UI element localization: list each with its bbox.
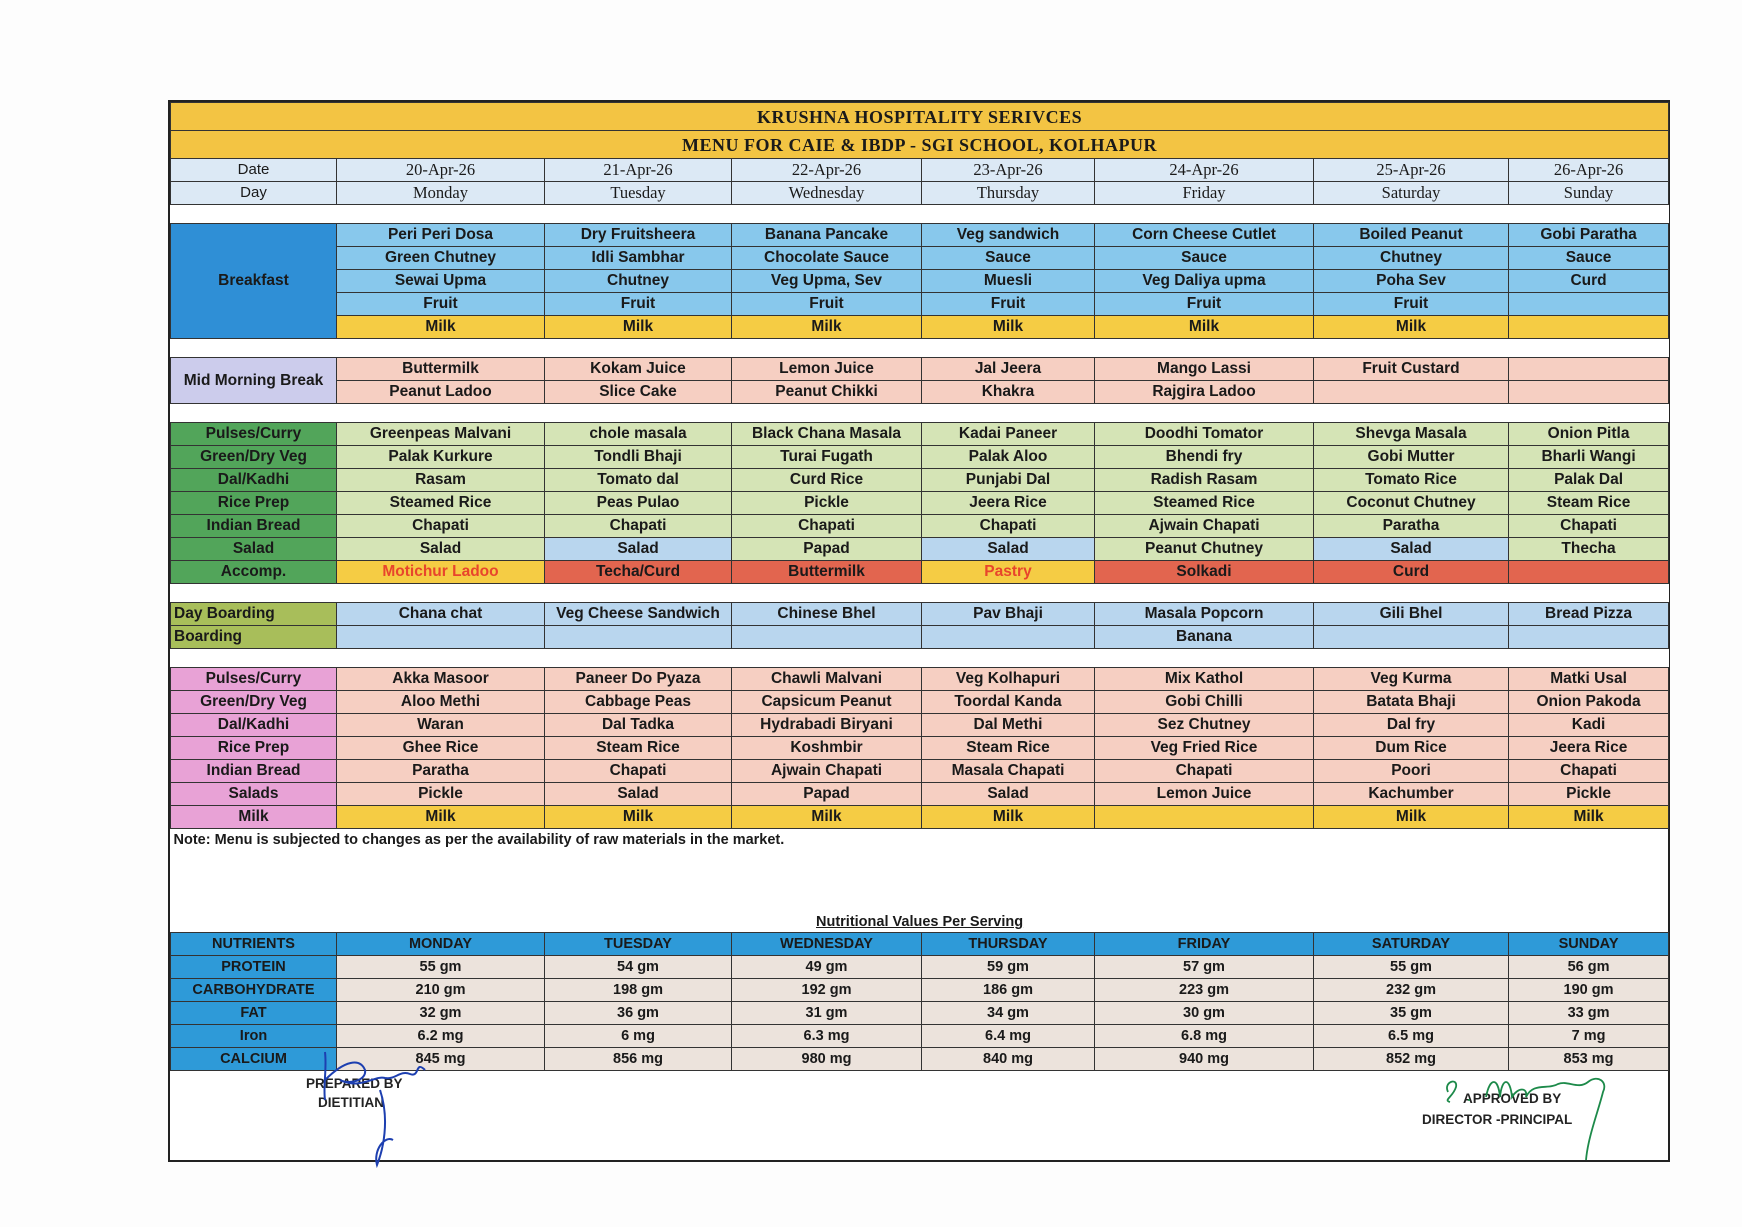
breakfast-item: Corn Cheese Cutlet <box>1095 224 1314 247</box>
dinner-item <box>1095 806 1314 829</box>
snack-item: Banana <box>1095 626 1314 649</box>
nutrient-value: 54 gm <box>545 956 732 979</box>
lunch-row <box>171 446 1669 469</box>
lunch-item: Steamed Rice <box>1095 492 1314 515</box>
mid-morning-item <box>1509 358 1669 381</box>
lunch-row <box>171 492 1669 515</box>
dinner-item: Onion Pakoda <box>1509 691 1669 714</box>
dinner-item: Dal fry <box>1314 714 1509 737</box>
breakfast-item: Fruit <box>545 293 732 316</box>
spacer-row <box>171 339 1669 358</box>
dinner-item: Chapati <box>1095 760 1314 783</box>
day-cell: Monday <box>337 182 545 205</box>
nutrient-value: 940 mg <box>1095 1048 1314 1071</box>
dinner-item: Steam Rice <box>545 737 732 760</box>
dinner-item: Salad <box>922 783 1095 806</box>
mid-morning-row <box>171 358 1669 381</box>
lunch-item: Chapati <box>545 515 732 538</box>
dinner-item: Pickle <box>1509 783 1669 806</box>
dinner-row <box>171 714 1669 737</box>
snack-item: Masala Popcorn <box>1095 603 1314 626</box>
nutrition-row <box>171 979 1669 1002</box>
breakfast-item: Fruit <box>732 293 922 316</box>
nutrient-value: 192 gm <box>732 979 922 1002</box>
breakfast-item: Dry Fruitsheera <box>545 224 732 247</box>
day-label: Day <box>171 182 337 205</box>
date-cell: 22-Apr-26 <box>732 159 922 182</box>
lunch-item: Steamed Rice <box>337 492 545 515</box>
day-row <box>171 182 1669 205</box>
nutrient-value: 186 gm <box>922 979 1095 1002</box>
breakfast-row <box>171 316 1669 339</box>
menu-title: MENU FOR CAIE & IBDP - SGI SCHOOL, KOLHAPUR <box>171 131 1669 159</box>
spacer-cell <box>171 649 1669 668</box>
breakfast-item: Sauce <box>922 247 1095 270</box>
breakfast-item: Milk <box>922 316 1095 339</box>
nutrient-value: 845 mg <box>337 1048 545 1071</box>
breakfast-item: Chutney <box>545 270 732 293</box>
lunch-item: Salad <box>922 538 1095 561</box>
nutrient-value: 7 mg <box>1509 1025 1669 1048</box>
breakfast-item <box>1509 316 1669 339</box>
nutrient-value: 210 gm <box>337 979 545 1002</box>
lunch-label-dal-kadhi: Dal/Kadhi <box>171 469 337 492</box>
lunch-item: Pastry <box>922 561 1095 584</box>
prepared-by-line: PREPARED BY <box>306 1076 403 1091</box>
dinner-item: Paratha <box>337 760 545 783</box>
breakfast-item: Veg sandwich <box>922 224 1095 247</box>
nutrient-value: 6.8 mg <box>1095 1025 1314 1048</box>
nutrient-value: 190 gm <box>1509 979 1669 1002</box>
breakfast-row <box>171 270 1669 293</box>
breakfast-item: Milk <box>732 316 922 339</box>
breakfast-item: Sauce <box>1509 247 1669 270</box>
dinner-item: Aloo Methi <box>337 691 545 714</box>
dinner-label-rice-prep: Rice Prep <box>171 737 337 760</box>
date-row <box>171 159 1669 182</box>
dinner-item: Matki Usal <box>1509 668 1669 691</box>
dinner-item: Capsicum Peanut <box>732 691 922 714</box>
lunch-item: Ajwain Chapati <box>1095 515 1314 538</box>
date-cell: 26-Apr-26 <box>1509 159 1669 182</box>
menu-sheet <box>168 100 1670 1162</box>
dinner-item: Milk <box>1314 806 1509 829</box>
dinner-item: Mix Kathol <box>1095 668 1314 691</box>
date-cell: 25-Apr-26 <box>1314 159 1509 182</box>
dinner-item: Sez Chutney <box>1095 714 1314 737</box>
dinner-item: Toordal Kanda <box>922 691 1095 714</box>
lunch-item: Techa/Curd <box>545 561 732 584</box>
nutrient-value: 840 mg <box>922 1048 1095 1071</box>
lunch-item: Chapati <box>1509 515 1669 538</box>
dinner-item: Veg Kolhapuri <box>922 668 1095 691</box>
menu-table <box>170 102 1669 851</box>
lunch-item: Tomato dal <box>545 469 732 492</box>
breakfast-item: Milk <box>1314 316 1509 339</box>
nutrient-value: 35 gm <box>1314 1002 1509 1025</box>
breakfast-item: Fruit <box>922 293 1095 316</box>
lunch-row <box>171 469 1669 492</box>
day-cell: Tuesday <box>545 182 732 205</box>
nutrient-value: 34 gm <box>922 1002 1095 1025</box>
mid-morning-item <box>1314 381 1509 404</box>
snack-label-day-boarding: Day Boarding <box>171 603 337 626</box>
approved-by-line: APPROVED BY <box>1462 1091 1562 1106</box>
nutrition-title: Nutritional Values Per Serving <box>816 914 1024 930</box>
dinner-item: Ajwain Chapati <box>732 760 922 783</box>
lunch-item: Salad <box>545 538 732 561</box>
snack-item: Chinese Bhel <box>732 603 922 626</box>
nutrient-value: 852 mg <box>1314 1048 1509 1071</box>
lunch-item: Black Chana Masala <box>732 423 922 446</box>
nutrient-value: 55 gm <box>337 956 545 979</box>
lunch-item: Thecha <box>1509 538 1669 561</box>
breakfast-item: Chutney <box>1314 247 1509 270</box>
lunch-item: Bhendi fry <box>1095 446 1314 469</box>
lunch-item: Radish Rasam <box>1095 469 1314 492</box>
lunch-item: Greenpeas Malvani <box>337 423 545 446</box>
nutrient-value: 6.2 mg <box>337 1025 545 1048</box>
mid-morning-item: Peanut Chikki <box>732 381 922 404</box>
company-title: KRUSHNA HOSPITALITY SERIVCES <box>171 103 1669 131</box>
dinner-item: Veg Fried Rice <box>1095 737 1314 760</box>
lunch-row <box>171 561 1669 584</box>
lunch-item: Papad <box>732 538 922 561</box>
breakfast-item: Milk <box>545 316 732 339</box>
spacer-cell <box>171 205 1669 224</box>
dinner-item: Hydrabadi Biryani <box>732 714 922 737</box>
dinner-row <box>171 691 1669 714</box>
breakfast-row <box>171 224 1669 247</box>
dinner-item: Chawli Malvani <box>732 668 922 691</box>
lunch-label-green-dry-veg: Green/Dry Veg <box>171 446 337 469</box>
nutrition-day-header: WEDNESDAY <box>732 933 922 956</box>
lunch-item: Tondli Bhaji <box>545 446 732 469</box>
lunch-label-accomp: Accomp. <box>171 561 337 584</box>
nutrient-value: 856 mg <box>545 1048 732 1071</box>
breakfast-item: Sauce <box>1095 247 1314 270</box>
lunch-item: Steam Rice <box>1509 492 1669 515</box>
lunch-item: Pickle <box>732 492 922 515</box>
breakfast-item: Milk <box>337 316 545 339</box>
lunch-label-pulses-curry: Pulses/Curry <box>171 423 337 446</box>
lunch-item: Curd Rice <box>732 469 922 492</box>
dinner-item: Poori <box>1314 760 1509 783</box>
lunch-item: Salad <box>1314 538 1509 561</box>
lunch-item: Buttermilk <box>732 561 922 584</box>
day-cell: Sunday <box>1509 182 1669 205</box>
nutrition-row <box>171 956 1669 979</box>
snack-item: Pav Bhaji <box>922 603 1095 626</box>
mid-morning-item: Peanut Ladoo <box>337 381 545 404</box>
lunch-item: Peanut Chutney <box>1095 538 1314 561</box>
lunch-item: Chapati <box>337 515 545 538</box>
snack-item <box>545 626 732 649</box>
dinner-row <box>171 806 1669 829</box>
breakfast-item: Muesli <box>922 270 1095 293</box>
breakfast-item: Poha Sev <box>1314 270 1509 293</box>
dinner-item: Pickle <box>337 783 545 806</box>
dinner-label-indian-bread: Indian Bread <box>171 760 337 783</box>
snack-item: Bread Pizza <box>1509 603 1669 626</box>
mid-morning-item: Mango Lassi <box>1095 358 1314 381</box>
dinner-item: Ghee Rice <box>337 737 545 760</box>
nutrient-value: 232 gm <box>1314 979 1509 1002</box>
nutrients-header: NUTRIENTS <box>171 933 337 956</box>
breakfast-item: Idli Sambhar <box>545 247 732 270</box>
director-line: DIRECTOR -PRINCIPAL <box>1422 1112 1573 1127</box>
lunch-item: Salad <box>337 538 545 561</box>
dinner-label-pulses-curry: Pulses/Curry <box>171 668 337 691</box>
spacer-row <box>171 584 1669 603</box>
mid-morning-item: Lemon Juice <box>732 358 922 381</box>
dinner-item: Kachumber <box>1314 783 1509 806</box>
dinner-item: Kadi <box>1509 714 1669 737</box>
dinner-item: Paneer Do Pyaza <box>545 668 732 691</box>
snack-row <box>171 626 1669 649</box>
nutrient-name: CALCIUM <box>171 1048 337 1071</box>
dinner-row <box>171 668 1669 691</box>
snack-item <box>1509 626 1669 649</box>
lunch-item: Palak Aloo <box>922 446 1095 469</box>
nutrient-value: 55 gm <box>1314 956 1509 979</box>
snack-item: Veg Cheese Sandwich <box>545 603 732 626</box>
principal-signature <box>1438 1062 1638 1162</box>
dinner-row <box>171 783 1669 806</box>
nutrient-name: Iron <box>171 1025 337 1048</box>
nutrient-value: 6.3 mg <box>732 1025 922 1048</box>
dinner-item: Gobi Chilli <box>1095 691 1314 714</box>
nutrient-value: 6.4 mg <box>922 1025 1095 1048</box>
nutrient-value: 31 gm <box>732 1002 922 1025</box>
mid-morning-item: Kokam Juice <box>545 358 732 381</box>
nutrition-row <box>171 1002 1669 1025</box>
nutrition-day-header: SATURDAY <box>1314 933 1509 956</box>
breakfast-item: Chocolate Sauce <box>732 247 922 270</box>
mid-morning-item: Fruit Custard <box>1314 358 1509 381</box>
date-cell: 21-Apr-26 <box>545 159 732 182</box>
snack-item: Chana chat <box>337 603 545 626</box>
breakfast-item: Banana Pancake <box>732 224 922 247</box>
breakfast-item: Fruit <box>1095 293 1314 316</box>
nutrient-value: 49 gm <box>732 956 922 979</box>
breakfast-item: Veg Daliya upma <box>1095 270 1314 293</box>
dinner-item: Dal Tadka <box>545 714 732 737</box>
lunch-item: Rasam <box>337 469 545 492</box>
breakfast-item: Veg Upma, Sev <box>732 270 922 293</box>
lunch-item: Palak Dal <box>1509 469 1669 492</box>
mid-morning-row <box>171 381 1669 404</box>
lunch-item: Curd <box>1314 561 1509 584</box>
nutrition-header-row <box>171 933 1669 956</box>
lunch-item: chole masala <box>545 423 732 446</box>
breakfast-item: Peri Peri Dosa <box>337 224 545 247</box>
mid-morning-item: Slice Cake <box>545 381 732 404</box>
lunch-item: Gobi Mutter <box>1314 446 1509 469</box>
date-label: Date <box>171 159 337 182</box>
dinner-item: Veg Kurma <box>1314 668 1509 691</box>
snack-row <box>171 603 1669 626</box>
dinner-item: Milk <box>1509 806 1669 829</box>
mid-morning-item: Jal Jeera <box>922 358 1095 381</box>
dinner-item: Chapati <box>545 760 732 783</box>
spacer-row <box>171 205 1669 224</box>
snack-label-boarding: Boarding <box>171 626 337 649</box>
day-cell: Thursday <box>922 182 1095 205</box>
lunch-label-rice-prep: Rice Prep <box>171 492 337 515</box>
lunch-item: Tomato Rice <box>1314 469 1509 492</box>
lunch-item: Solkadi <box>1095 561 1314 584</box>
nutrient-name: PROTEIN <box>171 956 337 979</box>
lunch-item: Kadai Paneer <box>922 423 1095 446</box>
date-cell: 23-Apr-26 <box>922 159 1095 182</box>
snack-item <box>337 626 545 649</box>
lunch-item <box>1509 561 1669 584</box>
dinner-item: Lemon Juice <box>1095 783 1314 806</box>
dinner-row <box>171 760 1669 783</box>
nutrient-value: 32 gm <box>337 1002 545 1025</box>
lunch-label-indian-bread: Indian Bread <box>171 515 337 538</box>
nutrient-value: 33 gm <box>1509 1002 1669 1025</box>
breakfast-row <box>171 293 1669 316</box>
day-cell: Friday <box>1095 182 1314 205</box>
dinner-item: Koshmbir <box>732 737 922 760</box>
nutrient-value: 853 mg <box>1509 1048 1669 1071</box>
lunch-row <box>171 515 1669 538</box>
mid-morning-label: Mid Morning Break <box>171 358 337 404</box>
dinner-row <box>171 737 1669 760</box>
breakfast-item <box>1509 293 1669 316</box>
dinner-item: Milk <box>337 806 545 829</box>
dinner-item: Waran <box>337 714 545 737</box>
spacer-cell <box>171 584 1669 603</box>
dinner-item: Salad <box>545 783 732 806</box>
dinner-item: Akka Masoor <box>337 668 545 691</box>
breakfast-item: Boiled Peanut <box>1314 224 1509 247</box>
date-cell: 20-Apr-26 <box>337 159 545 182</box>
mid-morning-item: Khakra <box>922 381 1095 404</box>
nutrient-value: 6.5 mg <box>1314 1025 1509 1048</box>
lunch-label-salad: Salad <box>171 538 337 561</box>
spacer-cell <box>171 339 1669 358</box>
nutrient-value: 36 gm <box>545 1002 732 1025</box>
spacer-cell <box>171 404 1669 423</box>
dinner-item: Steam Rice <box>922 737 1095 760</box>
dinner-label-salads: Salads <box>171 783 337 806</box>
nutrient-value: 980 mg <box>732 1048 922 1071</box>
nutrient-value: 198 gm <box>545 979 732 1002</box>
dinner-item: Masala Chapati <box>922 760 1095 783</box>
breakfast-item: Fruit <box>1314 293 1509 316</box>
lunch-item: Peas Pulao <box>545 492 732 515</box>
breakfast-item: Fruit <box>337 293 545 316</box>
nutrition-day-header: SUNDAY <box>1509 933 1669 956</box>
lunch-item: Chapati <box>922 515 1095 538</box>
nutrient-name: FAT <box>171 1002 337 1025</box>
menu-note: Note: Menu is subjected to changes as per the availability of raw materials in the market. <box>173 832 785 848</box>
lunch-item: Bharli Wangi <box>1509 446 1669 469</box>
dinner-item: Jeera Rice <box>1509 737 1669 760</box>
breakfast-item: Sewai Upma <box>337 270 545 293</box>
lunch-item: Paratha <box>1314 515 1509 538</box>
nutrition-day-header: TUESDAY <box>545 933 732 956</box>
dinner-item: Dum Rice <box>1314 737 1509 760</box>
breakfast-item: Green Chutney <box>337 247 545 270</box>
lunch-item: Shevga Masala <box>1314 423 1509 446</box>
nutrient-value: 56 gm <box>1509 956 1669 979</box>
lunch-row <box>171 538 1669 561</box>
nutrient-value: 30 gm <box>1095 1002 1314 1025</box>
spacer-row <box>171 649 1669 668</box>
note-row <box>171 829 1669 852</box>
dinner-item: Milk <box>545 806 732 829</box>
lunch-item: Coconut Chutney <box>1314 492 1509 515</box>
dietitian-signature <box>305 1040 455 1170</box>
dinner-label-dal-kadhi: Dal/Kadhi <box>171 714 337 737</box>
mid-morning-item <box>1509 381 1669 404</box>
nutrition-day-header: MONDAY <box>337 933 545 956</box>
spacer-row <box>171 404 1669 423</box>
nutrient-value: 6 mg <box>545 1025 732 1048</box>
mid-morning-item: Buttermilk <box>337 358 545 381</box>
nutrition-day-header: FRIDAY <box>1095 933 1314 956</box>
snack-item: Gili Bhel <box>1314 603 1509 626</box>
breakfast-item: Milk <box>1095 316 1314 339</box>
snack-item <box>922 626 1095 649</box>
lunch-item: Jeera Rice <box>922 492 1095 515</box>
dinner-label-milk: Milk <box>171 806 337 829</box>
dietitian-line: DIETITIAN <box>318 1095 384 1110</box>
snack-item <box>1314 626 1509 649</box>
lunch-item: Onion Pitla <box>1509 423 1669 446</box>
day-cell: Saturday <box>1314 182 1509 205</box>
lunch-item: Punjabi Dal <box>922 469 1095 492</box>
dinner-item: Cabbage Peas <box>545 691 732 714</box>
nutrient-value: 57 gm <box>1095 956 1314 979</box>
lunch-item: Motichur Ladoo <box>337 561 545 584</box>
nutrient-value: 59 gm <box>922 956 1095 979</box>
dinner-item: Milk <box>922 806 1095 829</box>
nutrient-value: 223 gm <box>1095 979 1314 1002</box>
breakfast-label: Breakfast <box>171 224 337 339</box>
mid-morning-item: Rajgira Ladoo <box>1095 381 1314 404</box>
nutrition-day-header: THURSDAY <box>922 933 1095 956</box>
nutrient-name: CARBOHYDRATE <box>171 979 337 1002</box>
lunch-item: Turai Fugath <box>732 446 922 469</box>
lunch-row <box>171 423 1669 446</box>
lunch-item: Chapati <box>732 515 922 538</box>
day-cell: Wednesday <box>732 182 922 205</box>
lunch-item: Doodhi Tomator <box>1095 423 1314 446</box>
snack-item <box>732 626 922 649</box>
breakfast-row <box>171 247 1669 270</box>
date-cell: 24-Apr-26 <box>1095 159 1314 182</box>
dinner-item: Chapati <box>1509 760 1669 783</box>
breakfast-item: Gobi Paratha <box>1509 224 1669 247</box>
breakfast-item: Curd <box>1509 270 1669 293</box>
dinner-label-green-dry-veg: Green/Dry Veg <box>171 691 337 714</box>
dinner-item: Dal Methi <box>922 714 1095 737</box>
dinner-item: Papad <box>732 783 922 806</box>
dinner-item: Batata Bhaji <box>1314 691 1509 714</box>
lunch-item: Palak Kurkure <box>337 446 545 469</box>
dinner-item: Milk <box>732 806 922 829</box>
